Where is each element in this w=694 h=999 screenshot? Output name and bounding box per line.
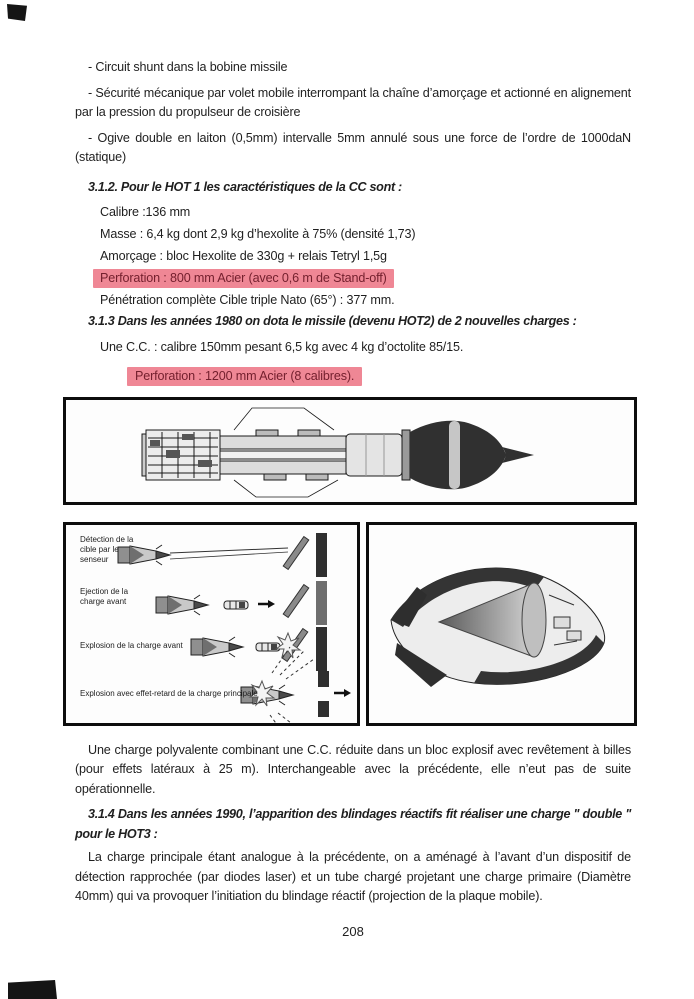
bullet-securite-mecanique: - Sécurité mécanique par volet mobile interrompant la chaîne d’amorçage et actionné en alignement par la pression du propulseur de croisière <box>75 85 631 119</box>
heading-3-1-2: 3.1.2. Pour le HOT 1 les caractéristiques de la CC sont : <box>88 179 402 194</box>
figure-row <box>63 522 631 726</box>
sequence-label-ejection: Ejection de la charge avant <box>80 586 129 606</box>
highlight-perforation-hot2: Perforation : 1200 mm Acier (8 calibres). <box>127 367 362 386</box>
heading-3-1-4: 3.1.4 Dans les années 1990, l’apparition des blindages réactifs fit réaliser une charge " double " pour le HOT3 : <box>75 807 631 841</box>
scan-artifact-top-left <box>7 4 27 21</box>
spec-penetration: Pénétration complète Cible triple Nato (65°) : 377 mm. <box>100 293 395 307</box>
warhead-cutaway-art <box>369 525 634 723</box>
page-number: 208 <box>342 923 364 939</box>
sequence-label-detection: Détection de la cible par le senseur <box>80 534 134 564</box>
highlight-perforation-hot1: Perforation : 800 mm Acier (avec 0,6 m de Stand-off) <box>93 269 394 288</box>
sequence-label-explosion-avant: Explosion de la charge avant <box>80 640 183 650</box>
missile-cutaway-art <box>66 400 634 502</box>
spec-masse: Masse : 6,4 kg dont 2,9 kg d’hexolite à 75% (densité 1,73) <box>100 227 416 241</box>
spec-perforation-hot2 <box>75 365 631 387</box>
para-charge-polyvalente: Une charge polyvalente combinant une C.C. réduite dans un bloc explosif avec revêtement à billes (pour effets latéraux à 25 m). Interchangeable avec la précédente, elle n’eut pas de suite opérationnelle. <box>75 742 631 796</box>
missile-cutaway-figure <box>63 397 637 505</box>
spec-amorcage: Amorçage : bloc Hexolite de 330g + relais Tetryl 1,5g <box>100 249 387 263</box>
heading-3-1-3: 3.1.3 Dans les années 1980 on dota le missile (devenu HOT2) de 2 nouvelles charges : <box>88 314 577 328</box>
detonation-sequence-figure <box>63 522 360 726</box>
warhead-cutaway-figure <box>366 522 637 726</box>
para-charge-principale: La charge principale étant analogue à la précédente, on a aménagé à l’avant d’un dispositif de détection rapprochée (par diodes laser) et un tube chargé projetant une charge primaire (Diamètre 40mm) qui va provoquer l’initiation du blindage réactif (projection de la plaque mobile). <box>75 850 631 903</box>
sequence-label-explosion-principale: Explosion avec effet-retard de la charge principale <box>80 688 258 698</box>
page-content <box>75 58 631 939</box>
spec-cc-hot2: Une C.C. : calibre 150mm pesant 6,5 kg avec 4 kg d’octolite 85/15. <box>100 339 464 354</box>
spec-perforation-hot1 <box>75 267 631 289</box>
scan-artifact-bottom-left <box>8 980 57 999</box>
bullet-ogive-double: - Ogive double en laiton (0,5mm) intervalle 5mm annulé sous une force de l’ordre de 1000daN (statique) <box>75 130 631 164</box>
bullet-circuit-shunt: - Circuit shunt dans la bobine missile <box>88 60 288 74</box>
spec-calibre: Calibre :136 mm <box>100 205 191 219</box>
